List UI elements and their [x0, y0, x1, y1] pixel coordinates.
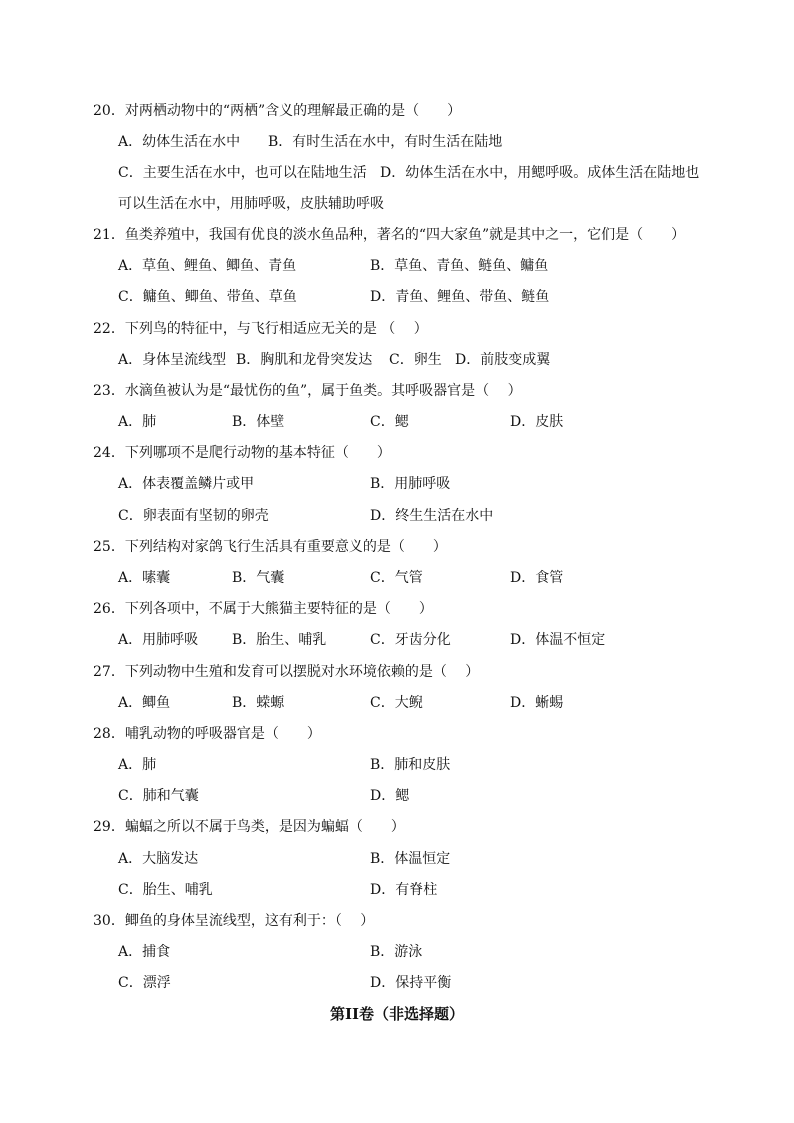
section-title: 第II卷（非选择题） — [329, 1005, 465, 1023]
question-28-option-a: A．肺 — [118, 757, 157, 773]
question-21-option-b: B．草鱼、青鱼、鲢鱼、鳙鱼 — [370, 258, 549, 274]
question-22-option-b: B．胸肌和龙骨突发达 — [236, 352, 373, 368]
question-29-option-c: C．胎生、哺乳 — [118, 882, 213, 898]
question-20-option-d-continued: 可以生活在水中，用肺呼吸，皮肤辅助呼吸 — [118, 196, 384, 212]
question-27-option-c: C．大鲵 — [370, 695, 423, 711]
question-29-option-d: D．有脊柱 — [370, 882, 438, 898]
question-20-option-a: A．幼体生活在水中 — [118, 134, 241, 150]
question-26-option-c: C．牙齿分化 — [370, 632, 451, 648]
question-21-option-a: A．草鱼、鲤鱼、鲫鱼、青鱼 — [118, 258, 297, 274]
question-26-option-b: B．胎生、哺乳 — [232, 632, 327, 648]
question-23-option-a: A．肺 — [118, 414, 157, 430]
question-24-option-b: B．用肺呼吸 — [370, 476, 451, 492]
question-28-option-d: D．鳃 — [370, 788, 410, 804]
question-25-option-c: C．气管 — [370, 570, 423, 586]
question-24-stem: 24．下列哪项不是爬行动物的基本特征（ ） — [93, 445, 391, 461]
question-30-option-b: B．游泳 — [370, 944, 423, 960]
question-29-option-b: B．体温恒定 — [370, 851, 451, 867]
question-22-option-c: C．卵生 — [389, 352, 442, 368]
question-21-option-d: D．青鱼、鲤鱼、带鱼、鲢鱼 — [370, 289, 550, 305]
question-29-stem: 29．蝙蝠之所以不属于鸟类，是因为蝙蝠（ ） — [93, 819, 405, 835]
question-30-stem: 30．鲫鱼的身体呈流线型，这有利于：（ ） — [93, 913, 375, 929]
question-28-option-b: B．肺和皮肤 — [370, 757, 451, 773]
question-25-option-b: B．气囊 — [232, 570, 285, 586]
question-24-option-d: D．终生生活在水中 — [370, 508, 494, 524]
question-20-option-d: D．幼体生活在水中，用鳃呼吸。成体生活在陆地也 — [380, 165, 700, 181]
question-23-stem: 23．水滴鱼被认为是“最忧伤的鱼”，属于鱼类。其呼吸器官是（ ） — [93, 383, 522, 399]
question-27-option-b: B．蝾螈 — [232, 695, 285, 711]
question-29-option-a: A．大脑发达 — [118, 851, 199, 867]
question-23-option-d: D．皮肤 — [510, 414, 564, 430]
question-26-option-d: D．体温不恒定 — [510, 632, 606, 648]
question-22-option-a: A．身体呈流线型 — [118, 352, 227, 368]
question-20-option-c: C．主要生活在水中，也可以在陆地生活 — [118, 165, 367, 181]
question-26-stem: 26．下列各项中，不属于大熊猫主要特征的是（ ） — [93, 601, 433, 617]
question-28-option-c: C．肺和气囊 — [118, 788, 199, 804]
question-21-option-c: C．鳙鱼、鲫鱼、带鱼、草鱼 — [118, 289, 297, 305]
question-21-stem: 21．鱼类养殖中，我国有优良的淡水鱼品种，著名的“四大家鱼”就是其中之一，它们是（ ） — [93, 227, 686, 243]
question-27-stem: 27．下列动物中生殖和发育可以摆脱对水环境依赖的是（ ） — [93, 664, 480, 680]
question-22-option-d: D．前肢变成翼 — [455, 352, 551, 368]
question-27-option-d: D．蜥蜴 — [510, 695, 564, 711]
question-25-option-a: A．嗉囊 — [118, 570, 171, 586]
question-23-option-b: B．体壁 — [232, 414, 285, 430]
question-20-stem: 20．对两栖动物中的“两栖”含义的理解最正确的是（ ） — [93, 103, 462, 119]
question-24-option-c: C．卵表面有坚韧的卵壳 — [118, 508, 269, 524]
question-22-stem: 22．下列鸟的特征中，与飞行相适应无关的是 （ ） — [93, 321, 428, 337]
question-23-option-c: C．鳃 — [370, 414, 409, 430]
question-27-option-a: A．鲫鱼 — [118, 695, 171, 711]
question-30-option-d: D．保持平衡 — [370, 975, 452, 991]
question-30-option-a: A．捕食 — [118, 944, 171, 960]
question-26-option-a: A．用肺呼吸 — [118, 632, 199, 648]
question-25-stem: 25．下列结构对家鸽飞行生活具有重要意义的是（ ） — [93, 539, 447, 555]
question-30-option-c: C．漂浮 — [118, 975, 171, 991]
question-28-stem: 28．哺乳动物的呼吸器官是（ ） — [93, 726, 321, 742]
question-24-option-a: A．体表覆盖鳞片或甲 — [118, 476, 255, 492]
question-25-option-d: D．食管 — [510, 570, 564, 586]
question-20-option-b: B．有时生活在水中，有时生活在陆地 — [268, 134, 503, 150]
